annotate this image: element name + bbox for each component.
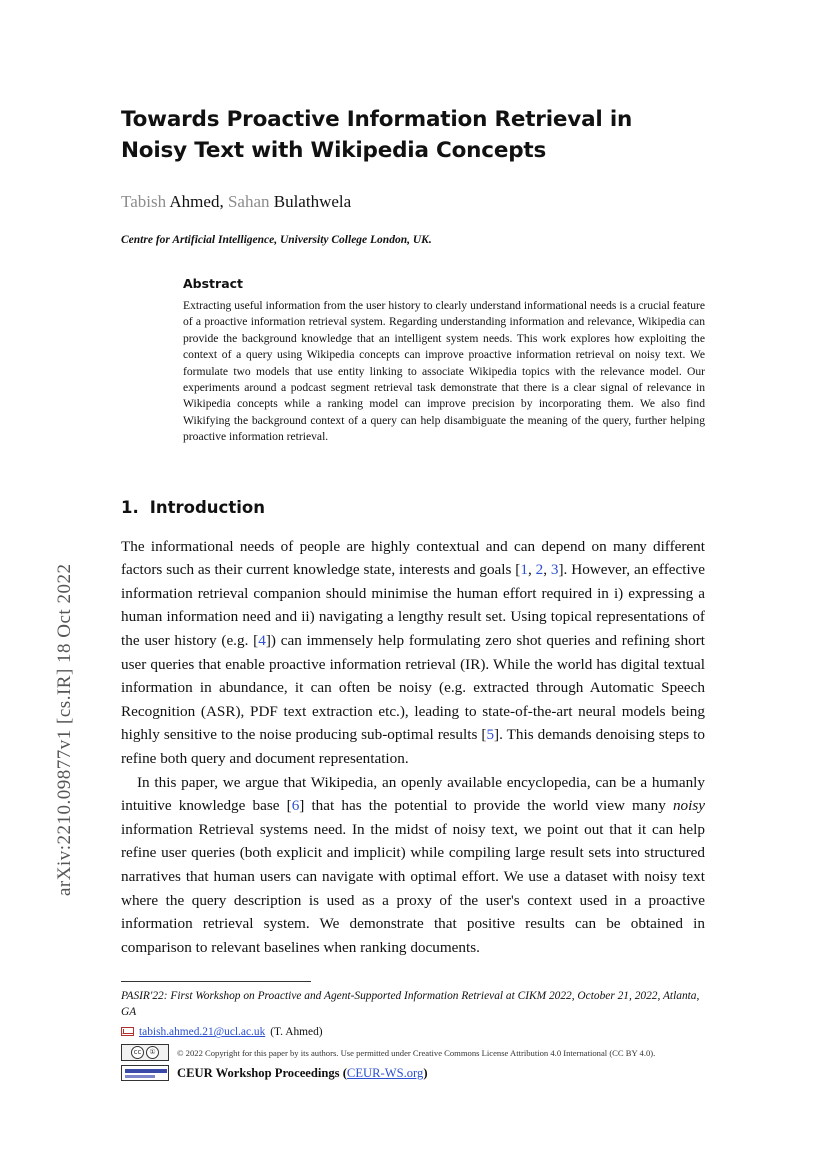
paragraph-2 [121, 771, 705, 960]
author1-given: Tabish [121, 192, 167, 211]
license-row [121, 1044, 705, 1061]
abstract-text: Extracting useful information from the user history to clearly understand informational needs is a crucial feature of a proactive information retrieval system. Regarding understanding information and relevance, Wikipedia can provide the background knowledge that an intelligent system needs. This work explores how exploiting the context of a query using Wikipedia concepts can improve proactive information retrieval on noisy text. We formulate two models that use entity linking to associate Wikipedia topics with the relevance model. Our experiments around a podcast segment retrieval task demonstrate that there is a clear signal of relevance in Wikipedia concepts while a ranking model can improve precision by incorporating them. We also find Wikifying the background context of a query can help disambiguate the meaning of the query, further helping proactive information retrieval. [183, 299, 705, 444]
page-title: Towards Proactive Information Retrieval in Noisy Text with Wikipedia Concepts [121, 107, 633, 163]
p2-emphasis: noisy [672, 797, 705, 815]
p1-sep-2: , [543, 561, 551, 579]
envelope-icon [121, 1027, 134, 1036]
proceedings-link[interactable]: CEUR-WS.org [346, 1065, 424, 1080]
contact-row [121, 1026, 705, 1038]
creative-commons-icon [121, 1044, 169, 1061]
section-number: 1. [121, 497, 139, 517]
cc-mark-1: cc [131, 1046, 144, 1059]
citation-1[interactable]: 1 [520, 561, 528, 579]
email-author: (T. Ahmed) [270, 1026, 323, 1039]
citation-5[interactable]: 5 [486, 726, 495, 744]
citation-2[interactable]: 2 [535, 561, 544, 579]
author2-given: Sahan [227, 192, 270, 211]
footnote-divider [121, 981, 311, 982]
author-separator: , [219, 192, 224, 211]
p1-sep-1: , [527, 561, 536, 579]
p1-part-a: The informational needs of people are highly contextual and can depend on many different factors such as their current knowledge state, interests and goals [ [121, 537, 705, 579]
section-heading-introduction [121, 498, 705, 517]
p2-part-b: ] that has the potential to provide the world view many [299, 797, 673, 815]
paper-page [121, 0, 705, 1169]
p1-part-b: ]. However, an effective information retrieval companion should minimise the human effort required in i) expressing a human information need and ii) navigating a lengthy result set. Using topical representations of the user history (e.g. [ [121, 561, 706, 650]
proceedings-name: CEUR Workshop Proceedings [177, 1065, 340, 1080]
affiliation: Centre for Artificial Intelligence, University College London, UK. [121, 234, 432, 246]
proceedings-row [121, 1065, 705, 1081]
author2-family: Bulathwela [273, 192, 352, 211]
paren-open: ( [339, 1065, 347, 1080]
citation-6[interactable]: 6 [291, 797, 300, 815]
abstract-block [183, 276, 705, 446]
p1-part-c: ]) can immensely help formulating zero shot queries and refining short user queries that enable proactive information retrieval (IR). While the world has digital textual information in abundance, it can often be noisy (e.g. extracted through Automatic Speech Recognition (ASR), PDF text extraction etc.), leading to state-of-the-art neural models being highly sensitive to the noise producing sub-optimal results [ [121, 632, 705, 744]
proceedings-label [177, 1066, 428, 1081]
author-list [121, 192, 705, 212]
citation-3[interactable]: 3 [550, 561, 559, 579]
paragraph-1 [121, 535, 705, 771]
cc-mark-2: ① [146, 1046, 159, 1059]
arxiv-stamp: arXiv:2210.09877v1 [cs.IR] 18 Oct 2022 [54, 563, 75, 896]
ceur-logo-icon [121, 1065, 169, 1081]
license-text: © 2022 Copyright for this paper by its authors. Use permitted under Creative Commons License Attribution 4.0 International (CC BY 4.0). [177, 1047, 656, 1058]
body-text [121, 535, 705, 960]
author1-family: Ahmed [169, 192, 220, 211]
p2-part-a: In this paper, we argue that Wikipedia, an openly available encyclopedia, can be a humanly intuitive knowledge base [ [121, 773, 705, 815]
paren-close: ) [423, 1065, 428, 1080]
footer-block [121, 989, 705, 1081]
citation-4[interactable]: 4 [258, 632, 266, 650]
venue-note: PASIR'22: First Workshop on Proactive and Agent-Supported Information Retrieval at CIKM 2022, October 21, 2022, Atlanta, GA [121, 990, 700, 1018]
p1-part-d: ]. This demands denoising steps to refine both query and document representation. [121, 726, 705, 767]
abstract-heading: Abstract [183, 276, 244, 291]
email-link[interactable]: tabish.ahmed.21@ucl.ac.uk [139, 1026, 266, 1039]
section-title: Introduction [149, 497, 265, 517]
p2-part-c: information Retrieval systems need. In the midst of noisy text, we point out that it can help refine user queries (both explicit and implicit) while compiling large result sets into structured narratives that human users can navigate with optimal effort. We use a dataset with noisy text where the query description is used as a proxy of the user's context used in a proactive information retrieval system. We demonstrate that positive results can be obtained in comparison to relevant baselines when ranking documents. [121, 820, 705, 956]
